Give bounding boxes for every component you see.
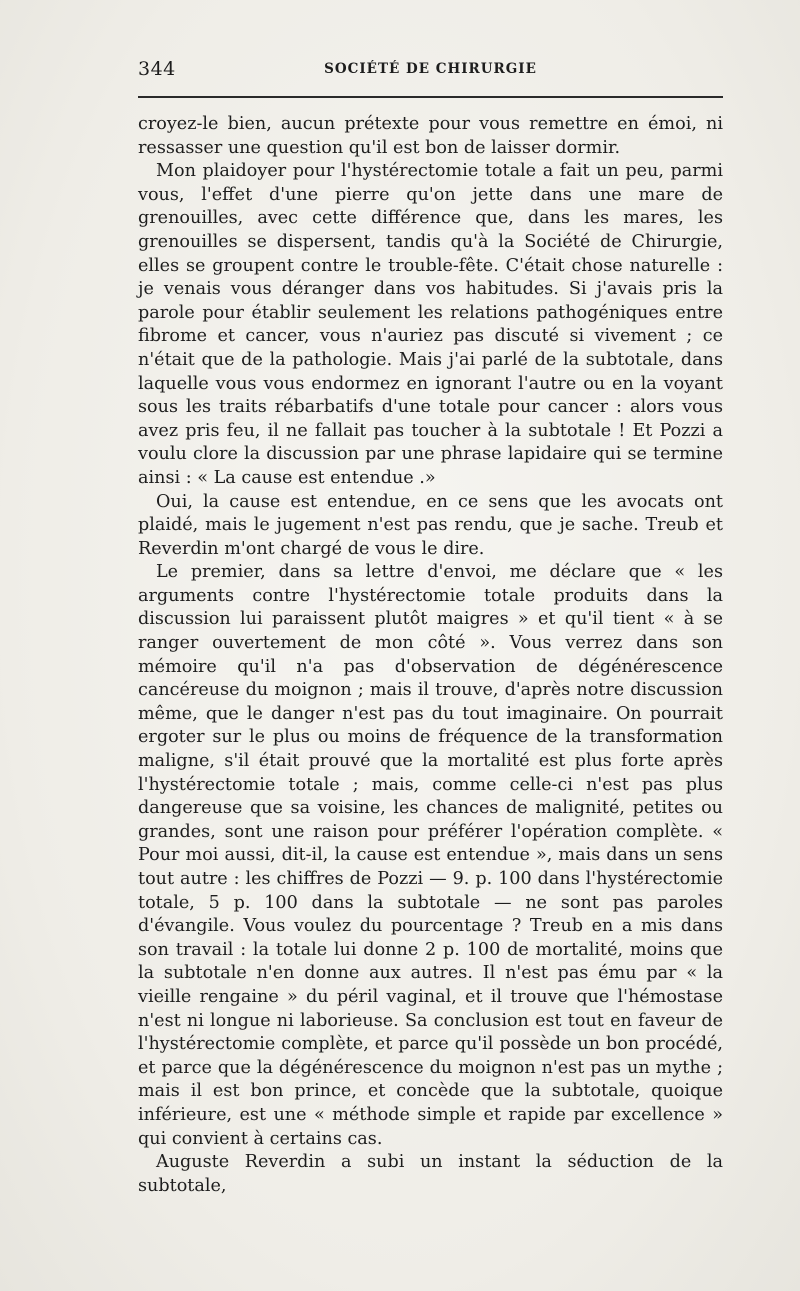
paragraph: Mon plaidoyer pour l'hystérectomie totale a fait un peu, parmi vous, l'effet d'une pierre qu'on jette dans une mare de grenouilles, avec cette différence que, dans les mares, les grenouilles se dispersent, tandis qu'à la Société de Chirurgie, elles se groupent contre le trouble-fête. C'était chose naturelle : je venais vous déranger dans vos habitudes. Si j'avais pris la parole pour établir seulement les relations pathogéniques entre fibrome et cancer, vous n'auriez pas discuté si vivement ; ce n'était que de la pathologie. Mais j'ai parlé de la subtotale, dans laquelle vous vous endormez en ignorant l'autre ou en la voyant sous les traits rébarbatifs d'une totale pour cancer : alors vous avez pris feu, il ne fallait pas toucher à la subtotale ! Et Pozzi a voulu clore la discussion par une phrase lapidaire qui se termine ainsi : « La cause est entendue .» [138,161,723,488]
paragraph: Auguste Reverdin a subi un instant la séduction de la subtotale, [138,1152,723,1196]
page-number: 344 [138,58,176,80]
paragraph: Le premier, dans sa lettre d'envoi, me déclare que « les arguments contre l'hystérectomie totale produits dans la discussion lui paraissent plutôt maigres » et qu'il tient « à se ranger ouvertement de mon côté ». Vous verrez dans son mémoire qu'il n'a pas d'observation de dégénérescence cancéreuse du moignon ; mais il trouve, d'après notre discussion même, que le danger n'est pas du tout imaginaire. On pourrait ergoter sur le plus ou moins de fréquence de la transformation maligne, s'il était prouvé que la mortalité est plus forte après l'hystérectomie totale ; mais, comme celle-ci n'est pas plus dangereuse que sa voisine, les chances de malignité, petites ou grandes, sont une raison pour préférer l'opération complète. « Pour moi aussi, dit-il, la cause est entendue », mais dans un sens tout autre : les chiffres de Pozzi — 9. p. 100 dans l'hystérectomie totale, 5 p. 100 dans la subtotale — ne sont pas paroles d'évangile. Vous voulez du pourcentage ? Treub en a mis dans son travail : la totale lui donne 2 p. 100 de mortalité, moins que la subtotale n'en donne aux autres. Il n'est pas ému par « la vieille rengaine » du péril vaginal, et il trouve que l'hémostase n'est ni longue ni laborieuse. Sa conclusion est tout en faveur de l'hystérectomie complète, et parce qu'il possède un bon procédé, et parce que la dégénérescence du moignon n'est pas un mythe ; mais il est bon prince, et concède que la subtotale, quoique inférieure, est une « méthode simple et rapide par excellence » qui convient à certains cas. [138,562,723,1149]
paragraph: croyez-le bien, aucun prétexte pour vous remettre en émoi, ni ressasser une question qu'il est bon de laisser dormir. [138,114,723,158]
page-header [138,54,723,84]
header-rule [138,96,723,98]
paragraph: Oui, la cause est entendue, en ce sens que les avocats ont plaidé, mais le jugement n'est pas rendu, que je sache. Treub et Reverdin m'ont chargé de vous le dire. [138,491,723,559]
running-title: SOCIÉTÉ DE CHIRURGIE [324,61,537,77]
body-text [138,113,723,1198]
